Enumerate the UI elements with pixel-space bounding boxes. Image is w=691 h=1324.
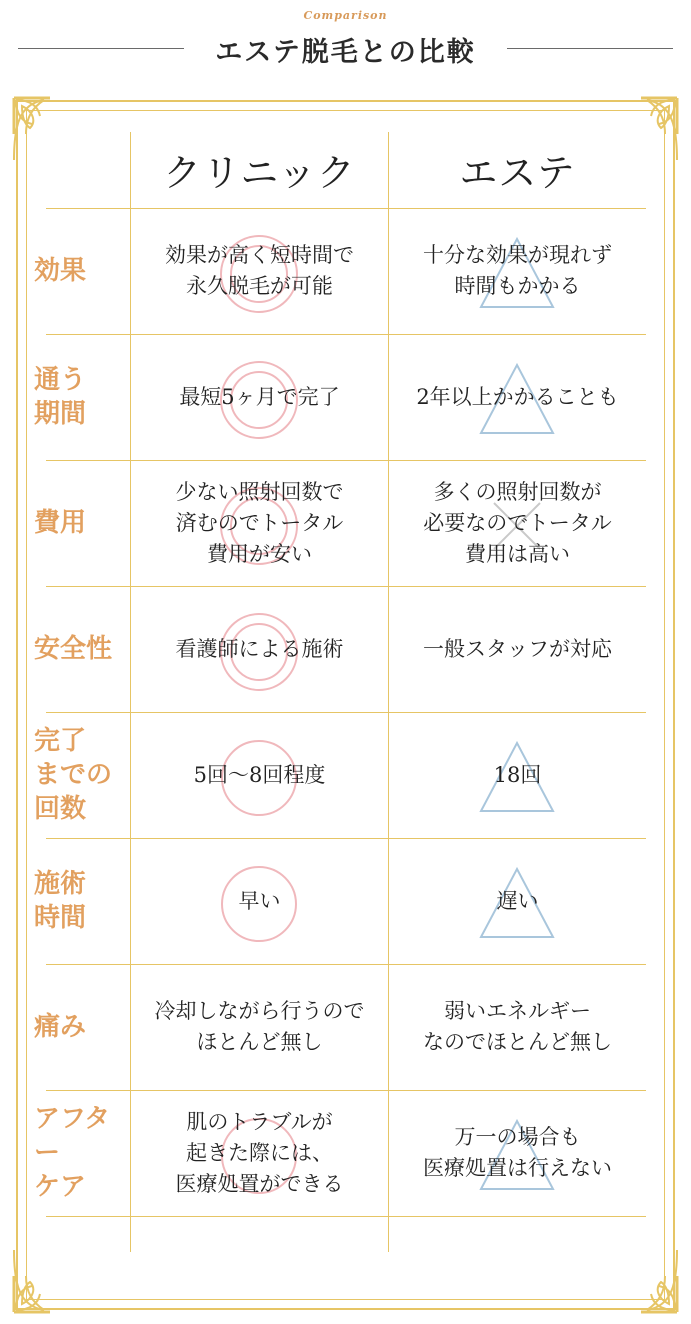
corner-ornament-top-left <box>10 94 80 164</box>
clinic-cell-text: 肌のトラブルが 起きた際には、 医療処置ができる <box>175 1109 344 1196</box>
page-title: エステ脱毛との比較 <box>215 37 476 68</box>
clinic-cell <box>131 208 388 334</box>
clinic-cell <box>131 1090 388 1216</box>
table-row <box>28 1090 646 1216</box>
este-cell <box>389 334 646 460</box>
este-cell-text: 18回 <box>493 762 542 787</box>
este-cell-text: 遅い <box>496 888 539 913</box>
clinic-cell <box>131 838 388 964</box>
clinic-cell <box>131 460 388 586</box>
column-header-clinic: クリニック <box>163 150 356 195</box>
este-cell-text: 2年以上かかることも <box>416 384 619 409</box>
clinic-cell-text: 効果が高く短時間で 永久脱毛が可能 <box>165 243 354 298</box>
table-row <box>28 586 646 712</box>
table-row <box>28 208 646 334</box>
column-header-este: エステ <box>459 150 576 195</box>
este-cell <box>389 460 646 586</box>
row-label: 通う 期間 <box>34 365 87 429</box>
clinic-cell-text: 看護師による施術 <box>175 636 344 661</box>
clinic-cell-text: 最短5ヶ月で完了 <box>179 384 340 409</box>
este-cell-text: 弱いエネルギー なのでほとんど無し <box>423 999 612 1054</box>
este-cell <box>389 208 646 334</box>
row-label: 痛み <box>34 1012 87 1042</box>
row-label: 効果 <box>34 256 87 286</box>
clinic-cell <box>131 964 388 1090</box>
este-cell <box>389 586 646 712</box>
clinic-cell <box>131 712 388 838</box>
row-label: アフター ケア <box>34 1104 111 1202</box>
row-label: 安全性 <box>34 634 113 664</box>
row-label: 費用 <box>34 508 87 538</box>
table-row <box>28 334 646 460</box>
este-cell-text: 一般スタッフが対応 <box>423 636 612 661</box>
clinic-cell-text: 5回〜8回程度 <box>193 762 326 787</box>
clinic-cell-text: 冷却しながら行うので ほとんど無し <box>154 999 365 1054</box>
este-cell-text: 多くの照射回数が 必要なのでトータル 費用は高い <box>423 479 612 566</box>
row-divider <box>46 1216 646 1217</box>
section-subtitle: Comparison <box>303 9 388 22</box>
clinic-cell <box>131 334 388 460</box>
table-row <box>28 712 646 838</box>
corner-ornament-bottom-right <box>611 1246 681 1316</box>
clinic-cell-text: 早い <box>238 888 281 913</box>
title-divider-right <box>507 48 673 49</box>
este-cell <box>389 1090 646 1216</box>
row-label: 完了 までの 回数 <box>34 726 113 824</box>
este-cell <box>389 712 646 838</box>
este-cell <box>389 838 646 964</box>
este-cell <box>389 964 646 1090</box>
este-cell-text: 万一の場合も 医療処置は行えない <box>423 1125 612 1180</box>
table-row <box>28 838 646 964</box>
table-row <box>28 460 646 586</box>
corner-ornament-bottom-left <box>10 1246 80 1316</box>
clinic-cell <box>131 586 388 712</box>
clinic-cell-text: 少ない照射回数で 済むのでトータル 費用が安い <box>175 479 344 566</box>
row-label: 施術 時間 <box>34 869 87 933</box>
este-cell-text: 十分な効果が現れず 時間もかかる <box>423 243 612 298</box>
table-row <box>28 964 646 1090</box>
